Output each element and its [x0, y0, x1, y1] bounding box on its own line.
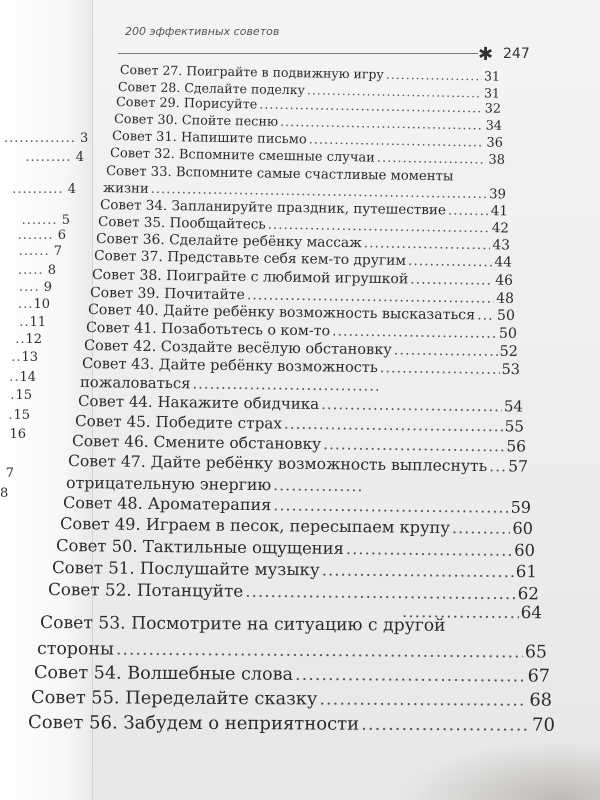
- toc-entry-page: 59: [510, 497, 532, 517]
- toc-leader: [245, 582, 516, 604]
- toc-leader: [309, 133, 485, 151]
- toc-entry-title: Совет 53. Посмотрите на ситуацию с другой: [39, 613, 446, 636]
- left-page-number: .... 9: [19, 280, 52, 295]
- toc-entry-title: Совет 56. Забудем о неприятности: [27, 712, 360, 735]
- left-page-number: 8: [0, 486, 9, 501]
- toc-entry-page: 54: [503, 397, 524, 416]
- toc-entry-title: Совет 55. Переделайте сказку: [30, 687, 318, 710]
- toc-entry-title: Совет 36. Сделайте ребёнку массаж: [95, 231, 362, 252]
- toc-entry-page: 31: [483, 85, 501, 101]
- toc-entry-page: 53: [501, 361, 521, 379]
- toc-leader: [361, 715, 530, 737]
- left-page-number: 16: [9, 427, 26, 442]
- toc-entry-continuation: [66, 474, 366, 495]
- toc-entry-page: 61: [515, 562, 538, 582]
- toc-entry-page: 38: [488, 152, 506, 168]
- toc-entry-page: 65: [524, 642, 548, 663]
- toc-entry-page: 39: [489, 187, 507, 203]
- toc-entry-page: 60: [512, 518, 534, 538]
- toc-entry-title: Совет 48. Ароматерапия: [62, 493, 272, 515]
- toc-entry-title: Совет 39. Почитайте: [89, 285, 246, 304]
- left-page-number: ..13: [11, 350, 38, 365]
- left-page-number: ..11: [19, 315, 46, 330]
- left-page-number: ......... 4: [25, 150, 84, 165]
- toc-entry-title: Совет 35. Пообщайтесь: [97, 214, 266, 233]
- toc-leader: [273, 476, 364, 495]
- toc-entry-title: Совет 50. Тактильные ощущения: [55, 536, 345, 559]
- toc-entry-page: 62: [517, 583, 540, 604]
- toc-entry-title: Совет 46. Смените обстановку: [71, 432, 322, 454]
- toc-entry-title: Совет 27. Поиграйте в подвижную игру: [119, 62, 384, 82]
- toc-entry-page: 68: [529, 689, 553, 711]
- toc-entry-title: Совет 30. Спойте песню: [113, 112, 279, 130]
- toc-leader: [477, 307, 495, 324]
- toc-entry-title: Совет 32. Вспомните смешные случаи: [109, 146, 376, 166]
- toc-entry-page: 70: [532, 714, 556, 736]
- toc-leader: [489, 458, 506, 476]
- left-page-number: .15: [10, 388, 32, 403]
- left-page-number: ..12: [15, 332, 42, 347]
- toc-entry-title: Совет 45. Победите страх: [74, 412, 283, 433]
- toc-leader: [116, 640, 523, 663]
- toc-entry-title: Совет 33. Вспомните самые счастливые моменты: [105, 164, 454, 185]
- header-rule: [118, 53, 478, 54]
- toc-entry-title: Совет 42. Создайте весёлую обстановку: [83, 338, 392, 359]
- toc-entry-title: Совет 37. Представьте себя кем-то другим: [93, 248, 407, 269]
- toc-leader: [332, 323, 497, 342]
- toc-leader: [321, 396, 502, 415]
- toc-entry-page: 50: [498, 325, 518, 343]
- toc-entry-title: пожаловаться: [79, 374, 191, 393]
- toc-leader: [410, 271, 493, 288]
- toc-entry-page: 31: [483, 68, 501, 84]
- toc-entry: [31, 688, 552, 711]
- finger-shadow: [400, 740, 600, 800]
- toc-entry-title: Совет 28. Сделайте поделку: [117, 79, 306, 98]
- toc-leader: [452, 519, 511, 538]
- toc-entry: [56, 537, 535, 561]
- toc-entry-title: жизни: [102, 181, 149, 197]
- toc-leader: [364, 236, 491, 254]
- toc-entry: [34, 663, 550, 687]
- toc-entry-page: 43: [492, 237, 511, 254]
- toc-entry-page: 52: [499, 343, 519, 361]
- toc-entry-title: Совет 54. Волшебные слова: [33, 663, 294, 685]
- toc-leader: [408, 254, 493, 271]
- left-page-number: ...... 7: [18, 244, 62, 259]
- toc-entry-page: 60: [514, 540, 536, 561]
- toc-entry-title: Совет 38. Поиграйте с любимой игрушкой: [91, 267, 409, 288]
- toc-entry-title: Совет 44. Накажите обидчика: [77, 392, 320, 413]
- toc-entry: [52, 558, 537, 581]
- toc-leader: [386, 68, 482, 84]
- toc-entry-title: отрицательную энергию: [65, 473, 272, 495]
- page-number: 247: [503, 46, 530, 62]
- toc-leader: [295, 665, 526, 687]
- left-page-number: ....... 5: [21, 213, 70, 228]
- toc-leader: [273, 496, 508, 517]
- toc-entry-page: 41: [490, 203, 509, 220]
- toc-entry-page: 56: [506, 437, 527, 456]
- left-page-number: ..14: [9, 370, 36, 385]
- toc-leader: [319, 690, 527, 712]
- toc-entry: [60, 515, 533, 539]
- toc-leader: [284, 416, 503, 436]
- toc-entry-page: 44: [494, 254, 513, 271]
- toc-entry-title: Совет 51. Послушайте музыку: [51, 558, 320, 580]
- toc-leader: [322, 560, 514, 581]
- toc-entry-title: Совет 49. Играем в песок, пересыпаем крупу: [59, 514, 451, 538]
- toc-entry-continuation: [37, 639, 547, 663]
- toc-entry-page: 64: [520, 602, 543, 623]
- toc-entry-page: 57: [508, 457, 529, 476]
- toc-entry: [40, 614, 543, 637]
- toc-leader: [377, 152, 487, 169]
- book-title: 200 эффективных советов: [125, 25, 280, 38]
- toc-entry-page: 46: [495, 272, 514, 289]
- toc-leader: [192, 375, 378, 394]
- toc-entry-title: Совет 40. Дайте ребёнку возможность высказаться: [87, 302, 476, 324]
- toc-entry: [28, 713, 555, 736]
- toc-entry-page: 48: [496, 290, 515, 307]
- toc-entry: [48, 580, 539, 604]
- toc-leader: [448, 203, 489, 219]
- toc-entry-page: 32: [484, 101, 502, 117]
- toc-entry-title: Совет 41. Позаботьтесь о ком-то: [85, 320, 331, 340]
- toc-leader: [280, 116, 484, 134]
- toc-entry-title: Совет 43. Дайте ребёнку возможность: [81, 356, 378, 377]
- toc-entry-page: 36: [486, 135, 504, 151]
- toc-leader: [380, 360, 500, 378]
- toc-entry-title: Совет 52. Потанцуйте: [47, 579, 244, 601]
- toc-leader: [259, 99, 483, 118]
- toc-leader: [394, 342, 498, 360]
- asterisk-ornament-icon: ✱: [478, 44, 494, 65]
- left-page-number: ..... 8: [17, 263, 56, 278]
- left-page-number: ...10: [18, 297, 50, 312]
- toc-entry-page: 55: [504, 417, 525, 436]
- toc-entry-title: Совет 31. Напишите письмо: [111, 129, 307, 148]
- toc-entry-title: Совет 29. Порисуйте: [115, 95, 258, 113]
- left-page-number: .......... 4: [12, 182, 76, 197]
- toc-leader: [323, 436, 504, 456]
- toc-leader: [346, 540, 512, 561]
- toc-entry-title: Совет 34. Запланируйте праздник, путешествие: [99, 197, 447, 219]
- toc-entry-title: стороны: [36, 639, 114, 660]
- toc-entry-title: Совет 47. Дайте ребёнку возможность выплеснуть: [67, 452, 488, 476]
- toc-leader: [307, 83, 482, 100]
- left-page-number: .15: [8, 408, 30, 423]
- toc-entry-page: 42: [491, 220, 510, 237]
- toc-entry-page: 67: [527, 666, 551, 687]
- left-page-number: 7: [5, 466, 14, 481]
- toc-entry-page: 50: [496, 307, 516, 324]
- left-page-number: .............. 3: [4, 131, 89, 146]
- toc-entry-page: 34: [485, 118, 503, 134]
- left-page-number: ....... 6: [17, 228, 66, 243]
